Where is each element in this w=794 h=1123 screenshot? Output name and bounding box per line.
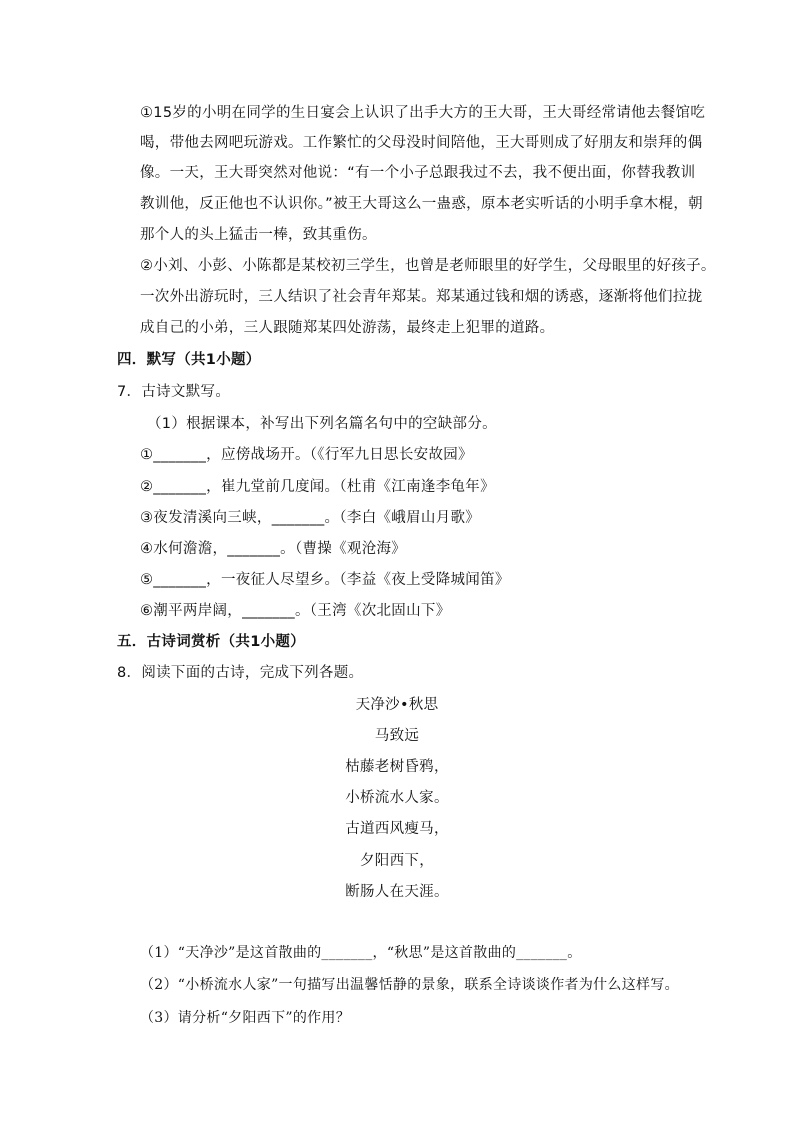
question8-sub2: （2）“小桥流水人家”一句描写出温馨恬静的景象，联系全诗谈谈作者为什么这样写。 [140, 977, 679, 993]
poem-author [0, 726, 794, 746]
case1-line-4: 教训他，反正他也不认识你。”被王大哥这么一蛊惑，原本老实听话的小明手拿木棍，朝 [140, 196, 703, 212]
case1-line-1: ①15岁的小明在同学的生日宴会上认识了出手大方的王大哥，王大哥经常请他去餐馆吃 [140, 105, 706, 121]
poem-line-3 [0, 819, 794, 839]
poem-line-text: 断肠人在天涯。 [345, 884, 449, 900]
poem-line-text: 枯藤老树昏鸦， [345, 759, 449, 775]
question7: 7．古诗文默写。 [117, 384, 231, 400]
poem-line-text: 夕阳西下， [360, 853, 434, 869]
question7-sub1: （1）根据课本，补写出下列名篇名句中的空缺部分。 [147, 416, 497, 432]
poem-line-text: 小桥流水人家。 [345, 790, 449, 806]
poem-title [0, 695, 794, 715]
fill-item-5: ⑤_______，一夜征人尽望乡。（李益《夜上受降城闻笛》 [140, 572, 510, 588]
case1-line-2: 喝，带他去网吧玩游戏。工作繁忙的父母没时间陪他，王大哥则成了好朋友和崇拜的偶 [140, 135, 703, 151]
fill-item-3: ③夜发清溪向三峡，_______。（李白《峨眉山月歌》 [140, 510, 481, 526]
poem-line-text: 古道西风瘦马， [345, 821, 449, 837]
fill-item-4: ④水何澹澹，_______。（曹操《观沧海》 [140, 541, 407, 557]
fill-item-6: ⑥潮平两岸阔，_______。（王湾《次北固山下》 [140, 603, 451, 619]
case1-line-5: 那个人的头上猛击一棒，致其重伤。 [140, 227, 377, 243]
poem-title-text: 天净沙•秋思 [355, 697, 439, 713]
section5-heading: 五．古诗词赏析（共1小题） [117, 634, 305, 650]
section4-heading: 四．默写（共1小题） [117, 352, 261, 368]
question8-sub1: （1）“天净沙”是这首散曲的_______，“秋思”是这首散曲的_______。 [140, 945, 582, 961]
case2-line-3: 成自己的小弟，三人跟随郑某四处游荡，最终走上犯罪的道路。 [140, 320, 555, 336]
poem-line-5 [0, 882, 794, 902]
poem-line-1 [0, 757, 794, 777]
fill-item-1: ①_______，应傍战场开。（《行军九日思长安故园》 [140, 447, 473, 463]
case2-line-2: 一次外出游玩时，三人结识了社会青年郑某。郑某通过钱和烟的诱惑，逐渐将他们拉拢 [140, 289, 703, 305]
case1-line-3: 像。一天，王大哥突然对他说：“有一个小子总跟我过不去，我不便出面，你替我教训 [140, 165, 696, 181]
case2-line-1: ②小刘、小彭、小陈都是某校初三学生，也曾是老师眼里的好学生，父母眼里的好孩子。 [140, 258, 716, 274]
poem-line-4 [0, 851, 794, 871]
poem-line-2 [0, 788, 794, 808]
question8-sub3: （3）请分析“夕阳西下”的作用？ [140, 1010, 351, 1026]
poem-author-text: 马致远 [374, 728, 420, 744]
fill-item-2: ②_______，崔九堂前几度闻。（杜甫《江南逢李龟年》 [140, 479, 495, 495]
question8: 8．阅读下面的古诗，完成下列各题。 [117, 665, 364, 681]
